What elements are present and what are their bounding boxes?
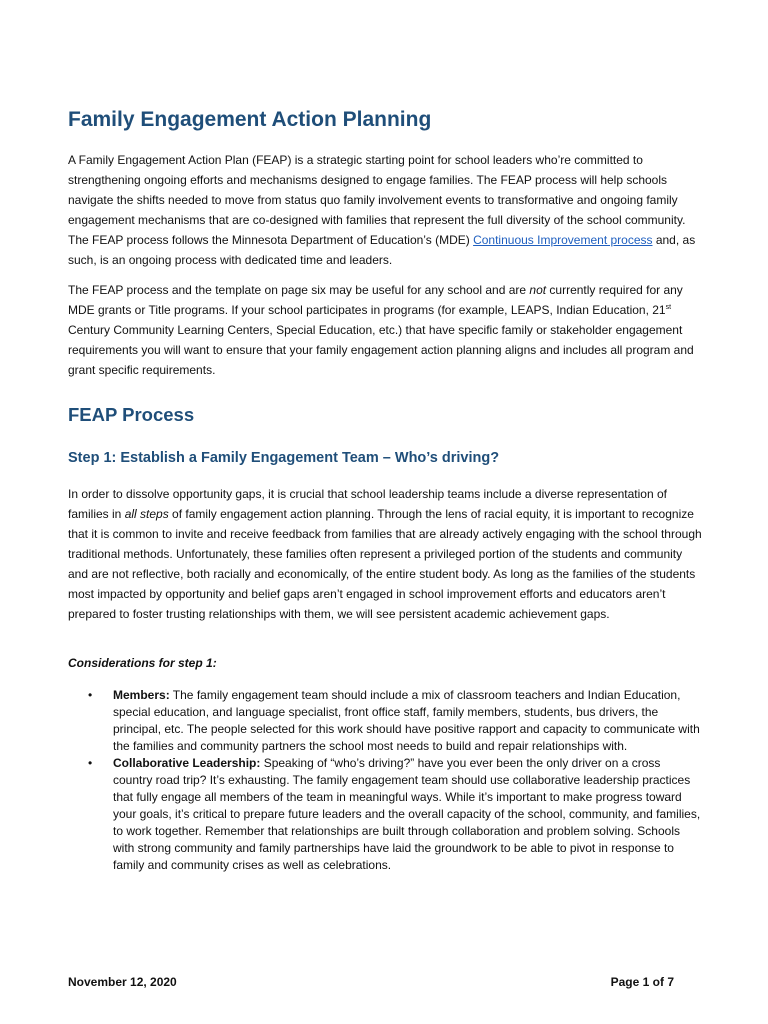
bullet-icon: • [88, 756, 93, 770]
intro-paragraph [68, 150, 702, 270]
section-heading: FEAP Process [68, 404, 195, 425]
document-title: Family Engagement Action Planning [68, 108, 432, 131]
footer-page-number [611, 975, 674, 989]
bullet-icon: • [88, 688, 93, 702]
considerations-label: Considerations for step 1: [68, 656, 217, 670]
page-num: 1 [642, 975, 650, 989]
step1-emphasis: all steps [124, 507, 169, 521]
bullet-label: Members: [113, 688, 170, 702]
step1-heading: Step 1: Establish a Family Engagement Team – Who’s driving? [68, 450, 500, 466]
bullet-text: Speaking of “who’s driving?” have you ever been the only driver on a cross country road trip? It’s exhausting. The family engagement team should use collaborative leadership practices that fully engage all members of the team in meaningful ways. While it’s important to make progress toward your goals, it’s critical to prepare future leaders and the overall capacity of the school, community, and families, to work together. Remember that relationships are built through collaboration and problem solving. Schools with strong community and family partnerships have laid the groundwork to be able to pivot in response to family and community crises as well as celebrations. [113, 756, 701, 872]
of-word: of [652, 975, 664, 989]
list-item [68, 755, 702, 874]
req-superscript: st [665, 304, 672, 311]
intro-text-end: and, as such, is an ongoing process with dedicated time and leaders. [68, 233, 696, 267]
req-text-1: The FEAP process and the template on page six may be useful for any school and are [68, 283, 530, 297]
bullet-text: The family engagement team should include a mix of classroom teachers and Indian Education, special education, and language specialist, front office staff, family members, students, bus drivers, the principal, etc. The people selected for this work should have positive rapport and capacity to communicate with the families and community partners the school most needs to build and repair relationships with. [113, 688, 700, 753]
requirements-paragraph [68, 280, 702, 380]
step1-text-2: of family engagement action planning. Through the lens of racial equity, it is important to recognize that it is common to invite and receive feedback from families that are already actively engaging with the school through traditional methods. Unfortunately, these families often represent a privileged portion of the students and community and are not reflective, both racially and economically, of the entire student body. As long as the families of the students most impacted by opportunity and belief gaps aren’t engaged in school improvement efforts and educators aren’t prepared to foster trusting relationships with them, we will see persistent academic achievement gaps. [68, 507, 702, 621]
req-text-2: currently required for any MDE grants or Title programs. If your school participates in programs (for example, LEAPS, Indian Education, 21 [68, 283, 683, 317]
page-word: Page [610, 975, 640, 989]
bullet-label: Collaborative Leadership: [113, 756, 261, 770]
footer-date: November 12, 2020 [68, 975, 177, 989]
step1-text-1: In order to dissolve opportunity gaps, it is crucial that school leadership teams include a diverse representation of families in [68, 487, 667, 521]
continuous-improvement-link[interactable]: Continuous Improvement process [473, 233, 653, 247]
intro-text-start: A Family Engagement Action Plan (FEAP) is a strategic starting point for school leaders who’re committed to strengthening ongoing efforts and mechanisms designed to engage families. The FEAP process will help schools navigate the shifts needed to move from status quo family involvement events to transformative and ongoing family engagement mechanisms that are co-designed with families that represent the full diversity of the school community. The FEAP process follows the Minnesota Department of Education’s (MDE) [68, 153, 686, 247]
req-text-3: Century Community Learning Centers, Special Education, etc.) that have specific family or stakeholder engagement requirements you will want to ensure that your family engagement action planning aligns and includes all program and grant specific requirements. [68, 323, 694, 377]
step1-paragraph [68, 484, 702, 624]
page-total: 7 [667, 975, 674, 989]
considerations-list [68, 687, 702, 874]
req-emphasis: not [529, 283, 547, 297]
list-item [68, 687, 702, 755]
